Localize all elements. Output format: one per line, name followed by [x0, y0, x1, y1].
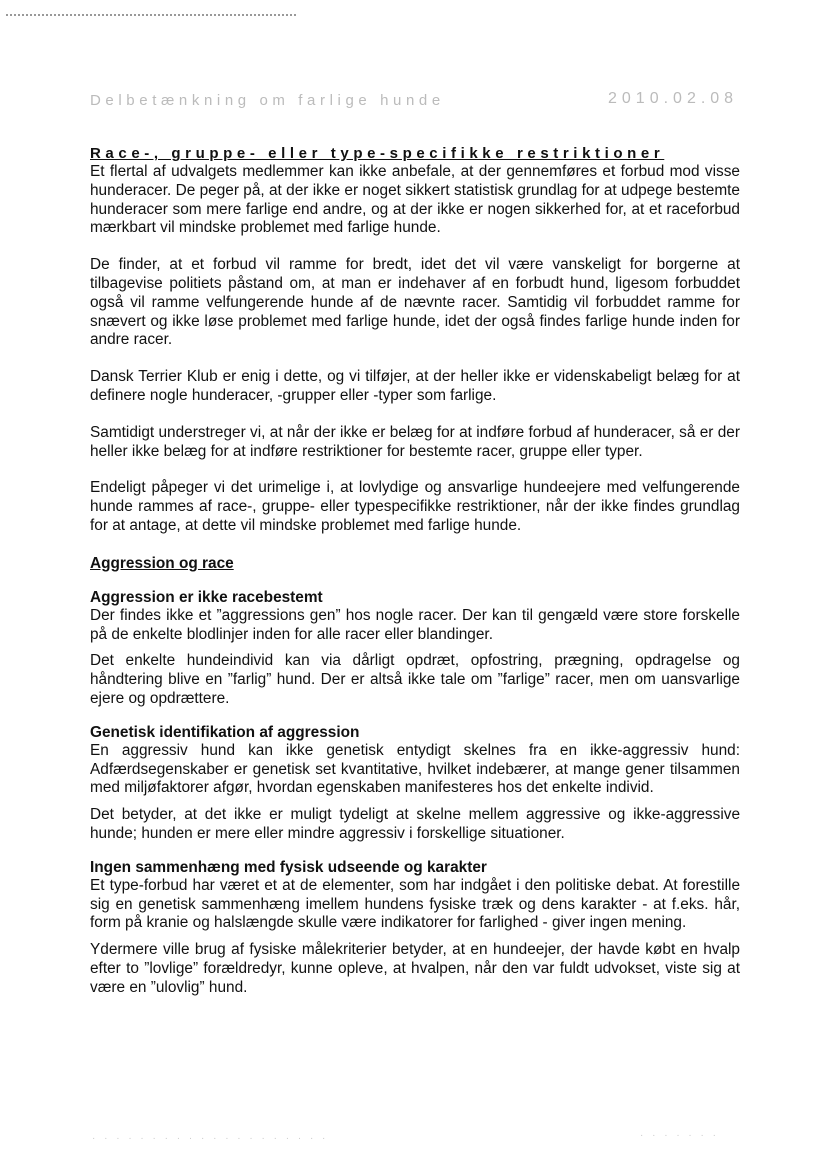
subheading: Ingen sammenhæng med fysisk udseende og karakter	[90, 858, 487, 876]
footer-faint-text: · · · · · · · · · · · · · · · · · · · ·	[92, 1133, 329, 1144]
paragraph: Endeligt påpeger vi det urimelige i, at lovlydige og ansvarlige hundeejere med velfungerende hunde rammes af race-, gruppe- eller typespecifikke restriktioner, når der ikke findes grundlag for at antage, at dette vil mindske problemet med farlige hunde.	[90, 479, 740, 534]
scan-artifact-line	[6, 14, 296, 16]
paragraph: Det enkelte hundeindivid kan via dårligt opdræt, opfostring, prægning, opdragelse og håndtering blive en ”farlig” hund. Der er altså ikke tale om ”farlige” racer, men om uansvarlige ejere og opdrættere.	[90, 652, 740, 707]
paragraph: Ydermere ville brug af fysiske målekriterier betyder, at en hundeejer, der havde købt en hvalp efter to ”lovlige” forældredyr, kunne opleve, at hvalpen, når den var fuldt udvokset, viste sig at være en ”ulovlig” hund.	[90, 941, 740, 996]
document-body	[90, 145, 740, 998]
document-header-date: 2010.02.08	[608, 90, 739, 107]
paragraph: Et type-forbud har været et at de elementer, som har indgået i den politiske debat. At forestille sig en genetisk sammenhæng imellem hundens fysiske træk og dens karakter - at f.eks. hår, form på kranie og halslængde skulle være indikatorer for farlighed - giver ingen mening.	[90, 876, 740, 932]
race-section-heading: Race-, gruppe- eller type-specifikke restriktioner	[90, 145, 665, 162]
paragraph: Dansk Terrier Klub er enig i dette, og vi tilføjer, at der heller ikke er videnskabeligt belæg for at definere nogle hunderacer, -grupper eller -typer som farlige.	[90, 368, 740, 404]
paragraph: De finder, at et forbud vil ramme for bredt, idet det vil være vanskeligt for borgerne at tilbagevise politiets påstand om, at man er indehaver af en forbudt hund, ligesom forbuddet også vil ramme velfungerende hunde af de nævnte racer. Samtidig vil forbuddet ramme for snævert og ikke løse problemet med farlige hunde, idet der også findes farlige hunde inden for andre racer.	[90, 256, 740, 349]
subheading: Genetisk identifikation af aggression	[90, 723, 360, 741]
paragraph: Samtidigt understreger vi, at når der ikke er belæg for at indføre forbud af hunderacer, så er der heller ikke belæg for at indføre restriktioner for bestemte racer, gruppe eller typer.	[90, 423, 740, 460]
paragraph: Et flertal af udvalgets medlemmer kan ikke anbefale, at der gennemføres et forbud mod visse hunderacer. De peger på, at der ikke er noget sikkert statistisk grundlag for at udpege bestemte hunderacer som mere farlige end andre, og at der ikke er nogen sikkerhed for, at et raceforbud mærkbart vil mindske problemet med farlige hunde.	[90, 163, 740, 237]
aggression-section-heading: Aggression og race	[90, 554, 234, 572]
subheading: Aggression er ikke racebestemt	[90, 588, 323, 606]
footer-faint-page-number: · · · · · · ·	[640, 1130, 719, 1141]
paragraph: Der findes ikke et ”aggressions gen” hos nogle racer. Der kan til gengæld være store forskelle på de enkelte blodlinjer inden for alle racer eller blandinger.	[90, 606, 740, 643]
document-header-title: Delbetænkning om farlige hunde	[90, 92, 445, 109]
paragraph: En aggressiv hund kan ikke genetisk entydigt skelnes fra en ikke-aggressiv hund: Adfærdsegenskaber er genetisk set kvantitative, hvilket indebærer, at mange gener tilsammen med miljøfaktorer afgør, hvordan egenskaben manifesteres hos det enkelte individ.	[90, 741, 740, 797]
paragraph: Det betyder, at det ikke er muligt tydeligt at skelne mellem aggressive og ikke-aggressive hunde; hunden er mere eller mindre aggressiv i forskellige situationer.	[90, 806, 740, 842]
